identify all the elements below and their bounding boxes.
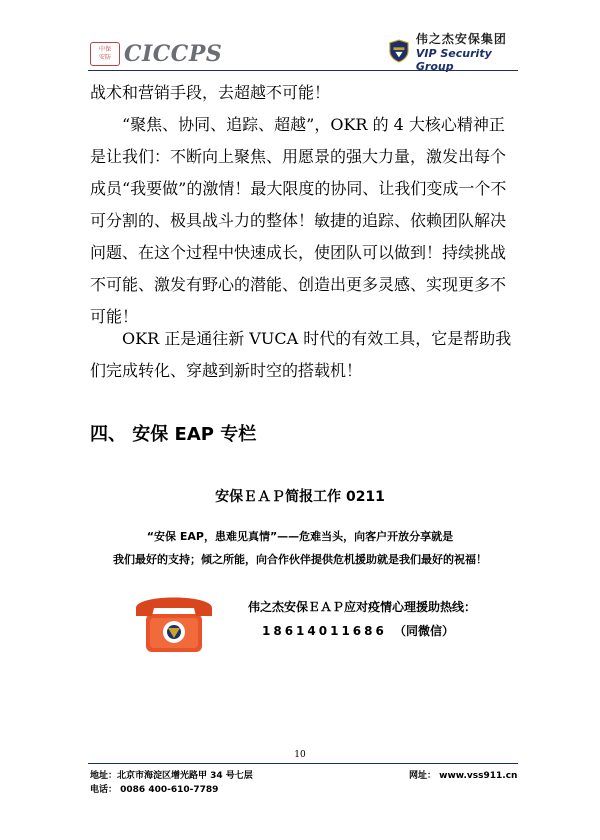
company-name-cn: 伟之杰安保集团	[415, 31, 507, 46]
hotline-number-row	[262, 622, 454, 639]
ciccps-logo	[90, 42, 240, 66]
footer-website: 网址： www.vss911.cn	[409, 771, 518, 781]
eap-title: 安保ＥＡＰ简报工作 0211	[215, 489, 385, 505]
company-name-en: VIP Security Group	[415, 46, 492, 73]
hotline-note: （同微信）	[394, 624, 455, 638]
vip-security-logo	[388, 31, 523, 73]
footer-divider	[88, 763, 518, 764]
page-number: 10	[294, 750, 306, 760]
shield-icon	[388, 38, 410, 64]
page-header	[0, 0, 600, 78]
body-paragraph-3: OKR 正是通往新 VUCA 时代的有效工具，它是帮助我们完成转化、穿越到新时空的搭载机！	[90, 329, 512, 380]
eap-line-1: “安保 EAP，患难见真情”——危难当头，向客户开放分享就是	[146, 530, 454, 543]
seal-icon: 中保 安防	[90, 42, 120, 66]
footer-address: 地址：北京市海淀区增光路甲 34 号七层	[90, 771, 253, 781]
red-telephone-icon	[132, 586, 216, 656]
footer-phone: 电话： 0086 400-610-7789	[90, 785, 219, 795]
ciccps-logo-text: CICCPS	[124, 41, 223, 67]
body-paragraph-1: 战术和营销手段，去超越不可能！	[90, 83, 331, 102]
body-paragraph-2: “聚焦、协同、追踪、超越”，OKR 的 4 大核心精神正是让我们：不断向上聚焦、用愿景的强大力量，激发出每个成员“我要做”的激情！最大限度的协同、让我们变成一个不可分割的、极具战斗力的整体！敏捷的追踪、依赖团队解决问题、在这个过程中快速成长，使团队可以做到！持续挑战不可能、激发有野心的潜能、创造出更多灵感、实现更多不可能！	[90, 115, 507, 326]
section-heading: 四、 安保 EAP 专栏	[90, 424, 257, 445]
hotline-label: 伟之杰安保ＥＡＰ应对疫情心理援助热线：	[248, 600, 477, 614]
eap-line-2: 我们最好的支持；倾之所能，向合作伙伴提供危机援助就是我们最好的祝福！	[113, 553, 487, 566]
header-divider	[88, 70, 518, 71]
hotline-number: 18614011686	[262, 624, 387, 638]
